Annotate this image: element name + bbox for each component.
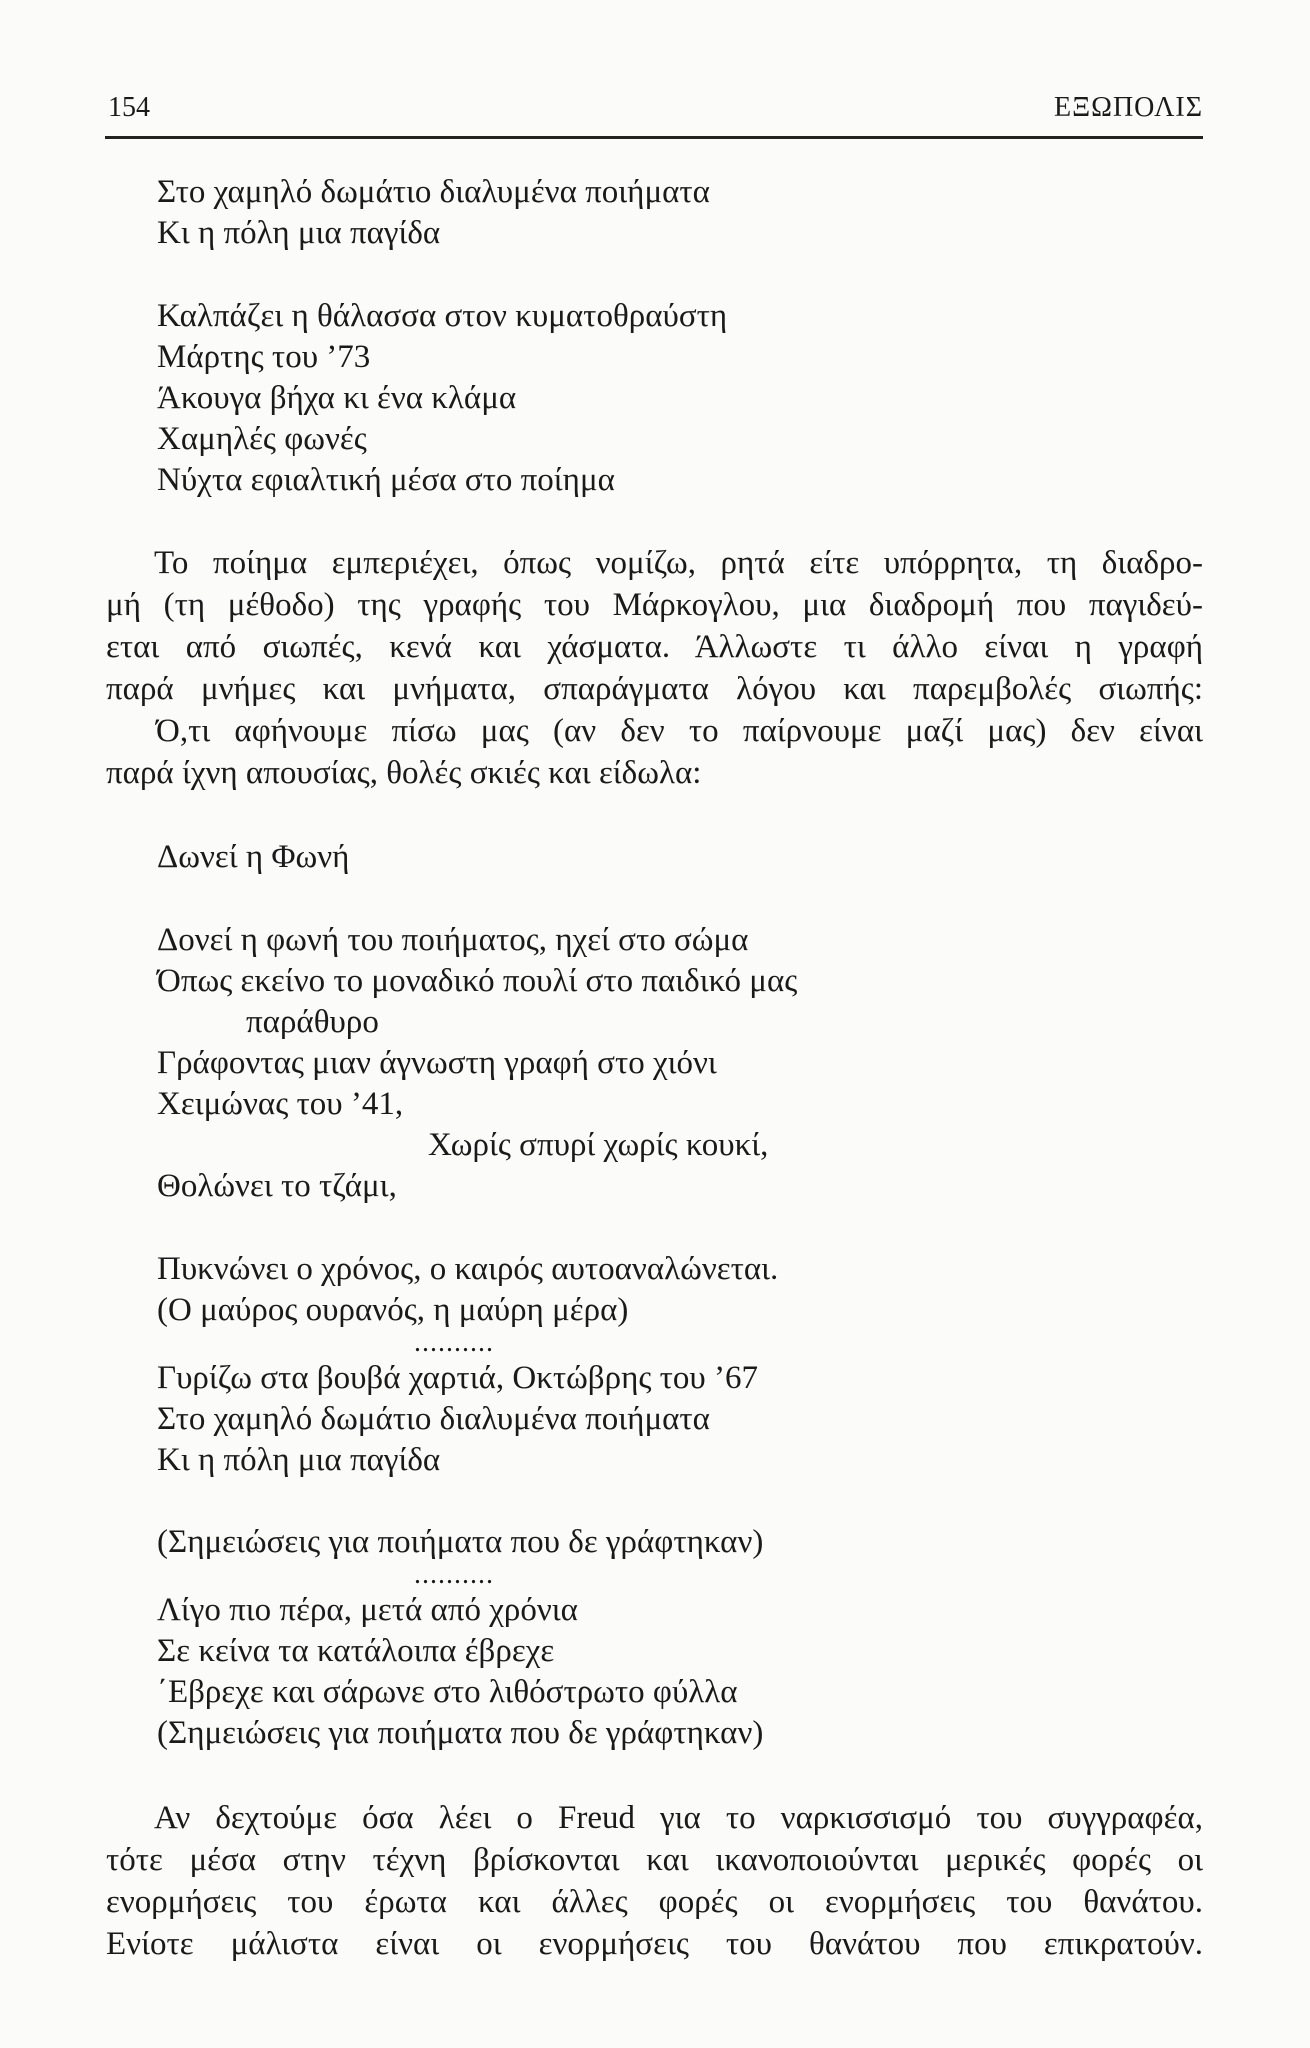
- poem-line: Γράφοντας μιαν άγνωστη γραφή στο χιόνι: [157, 1045, 717, 1081]
- poem-line: ΄Εβρεχε και σάρωνε στο λιθόστρωτο φύλλα: [157, 1674, 738, 1710]
- poem-line: Σε κείνα τα κατάλοιπα έβρεχε: [157, 1633, 555, 1669]
- poem-line: Μάρτης του ’73: [157, 339, 371, 375]
- prose-line: Αν δεχτούμε όσα λέει ο Freud για το ναρκισσισμό του συγγραφέα,: [154, 1800, 1203, 1836]
- page-header: [105, 92, 1203, 132]
- poem-line: Νύχτα εφιαλτική μέσα στο ποίημα: [157, 462, 615, 498]
- running-title: ΕΞΩΠΟΛΙΣ: [1054, 92, 1203, 123]
- ellipsis-separator: ..........: [414, 1559, 494, 1590]
- prose-line: παρά μνήμες και μνήματα, σπαράγματα λόγου και παρεμβολές σιωπής:: [106, 671, 1203, 707]
- header-rule: [105, 136, 1203, 139]
- prose-line: τότε μέσα στην τέχνη βρίσκονται και ικανοποιούνται μερικές φορές οι: [106, 1842, 1203, 1878]
- poem-line: Λίγο πιο πέρα, μετά από χρόνια: [157, 1592, 578, 1628]
- poem-line: Γυρίζω στα βουβά χαρτιά, Οκτώβρης του ’67: [157, 1360, 758, 1396]
- prose-line: μή (τη μέθοδο) της γραφής του Μάρκογλου, μια διαδρομή που παγιδεύ-: [106, 587, 1203, 623]
- poem-line: Πυκνώνει ο χρόνος, ο καιρός αυτοαναλώνεται.: [157, 1251, 779, 1287]
- poem-line: Όπως εκείνο το μοναδικό πουλί στο παιδικό μας: [157, 963, 798, 999]
- ellipsis-separator: ..........: [414, 1327, 494, 1358]
- prose-line: Ενίοτε μάλιστα είναι οι ενορμήσεις του θανάτου που επικρατούν.: [106, 1926, 1203, 1962]
- poem-line: Χωρίς σπυρί χωρίς κουκί,: [428, 1127, 769, 1163]
- poem-line: παράθυρο: [246, 1004, 379, 1040]
- poem-line: (Σημειώσεις για ποιήματα που δε γράφτηκαν): [157, 1715, 764, 1751]
- poem-line: Δονεί η φωνή του ποιήματος, ηχεί στο σώμα: [157, 922, 749, 958]
- poem-line: Θολώνει το τζάμι,: [157, 1168, 397, 1204]
- poem-line: Κι η πόλη μια παγίδα: [157, 1442, 441, 1478]
- poem-line: Άκουγα βήχα κι ένα κλάμα: [157, 380, 517, 416]
- prose-line: παρά ίχνη απουσίας, θολές σκιές και είδωλα:: [106, 755, 702, 791]
- poem-line: Χαμηλές φωνές: [157, 421, 367, 457]
- poem-line: Στο χαμηλό δωμάτιο διαλυμένα ποιήματα: [157, 174, 710, 210]
- prose-line: ενορμήσεις του έρωτα και άλλες φορές οι ενορμήσεις του θανάτου.: [106, 1884, 1203, 1920]
- poem-title: Δωνεί η Φωνή: [157, 839, 350, 875]
- poem-line: (Ο μαύρος ουρανός, η μαύρη μέρα): [157, 1292, 629, 1328]
- prose-line: εται από σιωπές, κενά και χάσματα. Άλλωστε τι άλλο είναι η γραφή: [106, 629, 1203, 665]
- page-number: 154: [108, 92, 150, 123]
- prose-line: Το ποίημα εμπεριέχει, όπως νομίζω, ρητά είτε υπόρρητα, τη διαδρο-: [154, 545, 1203, 581]
- poem-line: Στο χαμηλό δωμάτιο διαλυμένα ποιήματα: [157, 1401, 710, 1437]
- poem-line: Καλπάζει η θάλασσα στον κυματοθραύστη: [157, 298, 728, 334]
- poem-line: Χειμώνας του ’41,: [157, 1086, 404, 1122]
- poem-line: Κι η πόλη μια παγίδα: [157, 215, 441, 251]
- poem-line: (Σημειώσεις για ποιήματα που δε γράφτηκαν): [157, 1524, 764, 1560]
- prose-line: Ό,τι αφήνουμε πίσω μας (αν δεν το παίρνουμε μαζί μας) δεν είναι: [156, 713, 1203, 749]
